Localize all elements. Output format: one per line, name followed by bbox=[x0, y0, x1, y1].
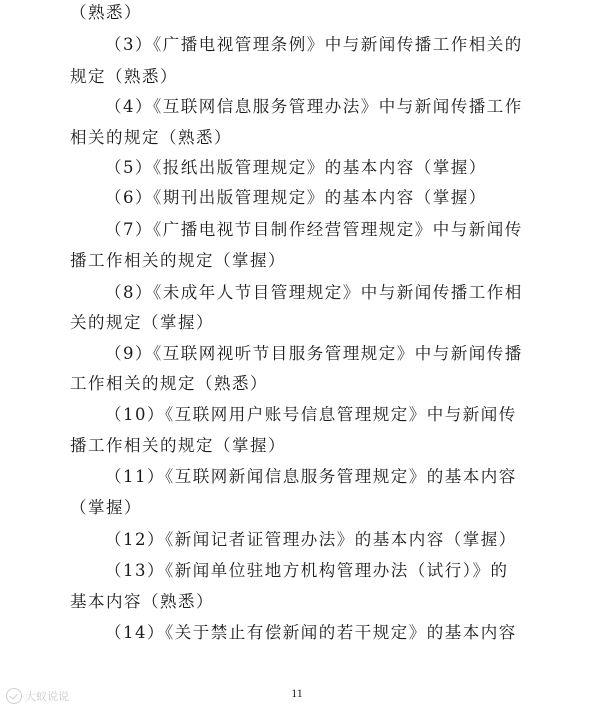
text-line-6: （5）《报纸出版管理规定》的基本内容（掌握） bbox=[105, 158, 487, 177]
watermark-logo-icon bbox=[6, 688, 22, 704]
text-line-2: （3）《广播电视管理条例》中与新闻传播工作相关的 bbox=[105, 35, 523, 54]
watermark-text: 大蚁说说 bbox=[25, 690, 69, 703]
text-line-14: （10）《互联网用户账号信息管理规定》中与新闻传 bbox=[105, 405, 517, 424]
text-line-7: （6）《期刊出版管理规定》的基本内容（掌握） bbox=[105, 188, 487, 207]
text-line-13: 工作相关的规定（熟悉） bbox=[70, 374, 268, 393]
text-line-15: 播工作相关的规定（掌握） bbox=[70, 436, 286, 455]
text-line-12: （9）《互联网视听节目服务管理规定》中与新闻传播 bbox=[105, 344, 523, 363]
text-line-21: （14）《关于禁止有偿新闻的若干规定》的基本内容 bbox=[105, 623, 517, 642]
text-line-16: （11）《互联网新闻信息服务管理规定》的基本内容 bbox=[105, 467, 517, 486]
text-line-1: （熟悉） bbox=[70, 3, 142, 22]
text-line-11: 关的规定（掌握） bbox=[70, 313, 214, 332]
text-line-3: 规定（熟悉） bbox=[70, 67, 178, 86]
text-line-19: （13）《新闻单位驻地方机构管理办法（试行）》的 bbox=[105, 561, 509, 580]
text-line-8: （7）《广播电视节目制作经营管理规定》中与新闻传 bbox=[105, 220, 523, 239]
text-line-9: 播工作相关的规定（掌握） bbox=[70, 251, 286, 270]
text-line-5: 相关的规定（熟悉） bbox=[70, 128, 232, 147]
text-line-17: （掌握） bbox=[70, 498, 142, 517]
text-line-18: （12）《新闻记者证管理办法》的基本内容（掌握） bbox=[105, 530, 517, 549]
page-number: 11 bbox=[291, 686, 303, 700]
watermark bbox=[6, 688, 69, 704]
text-line-10: （8）《未成年人节目管理规定》中与新闻传播工作相 bbox=[105, 283, 523, 302]
text-line-20: 基本内容（熟悉） bbox=[70, 592, 214, 611]
text-line-4: （4）《互联网信息服务管理办法》中与新闻传播工作 bbox=[105, 97, 523, 116]
